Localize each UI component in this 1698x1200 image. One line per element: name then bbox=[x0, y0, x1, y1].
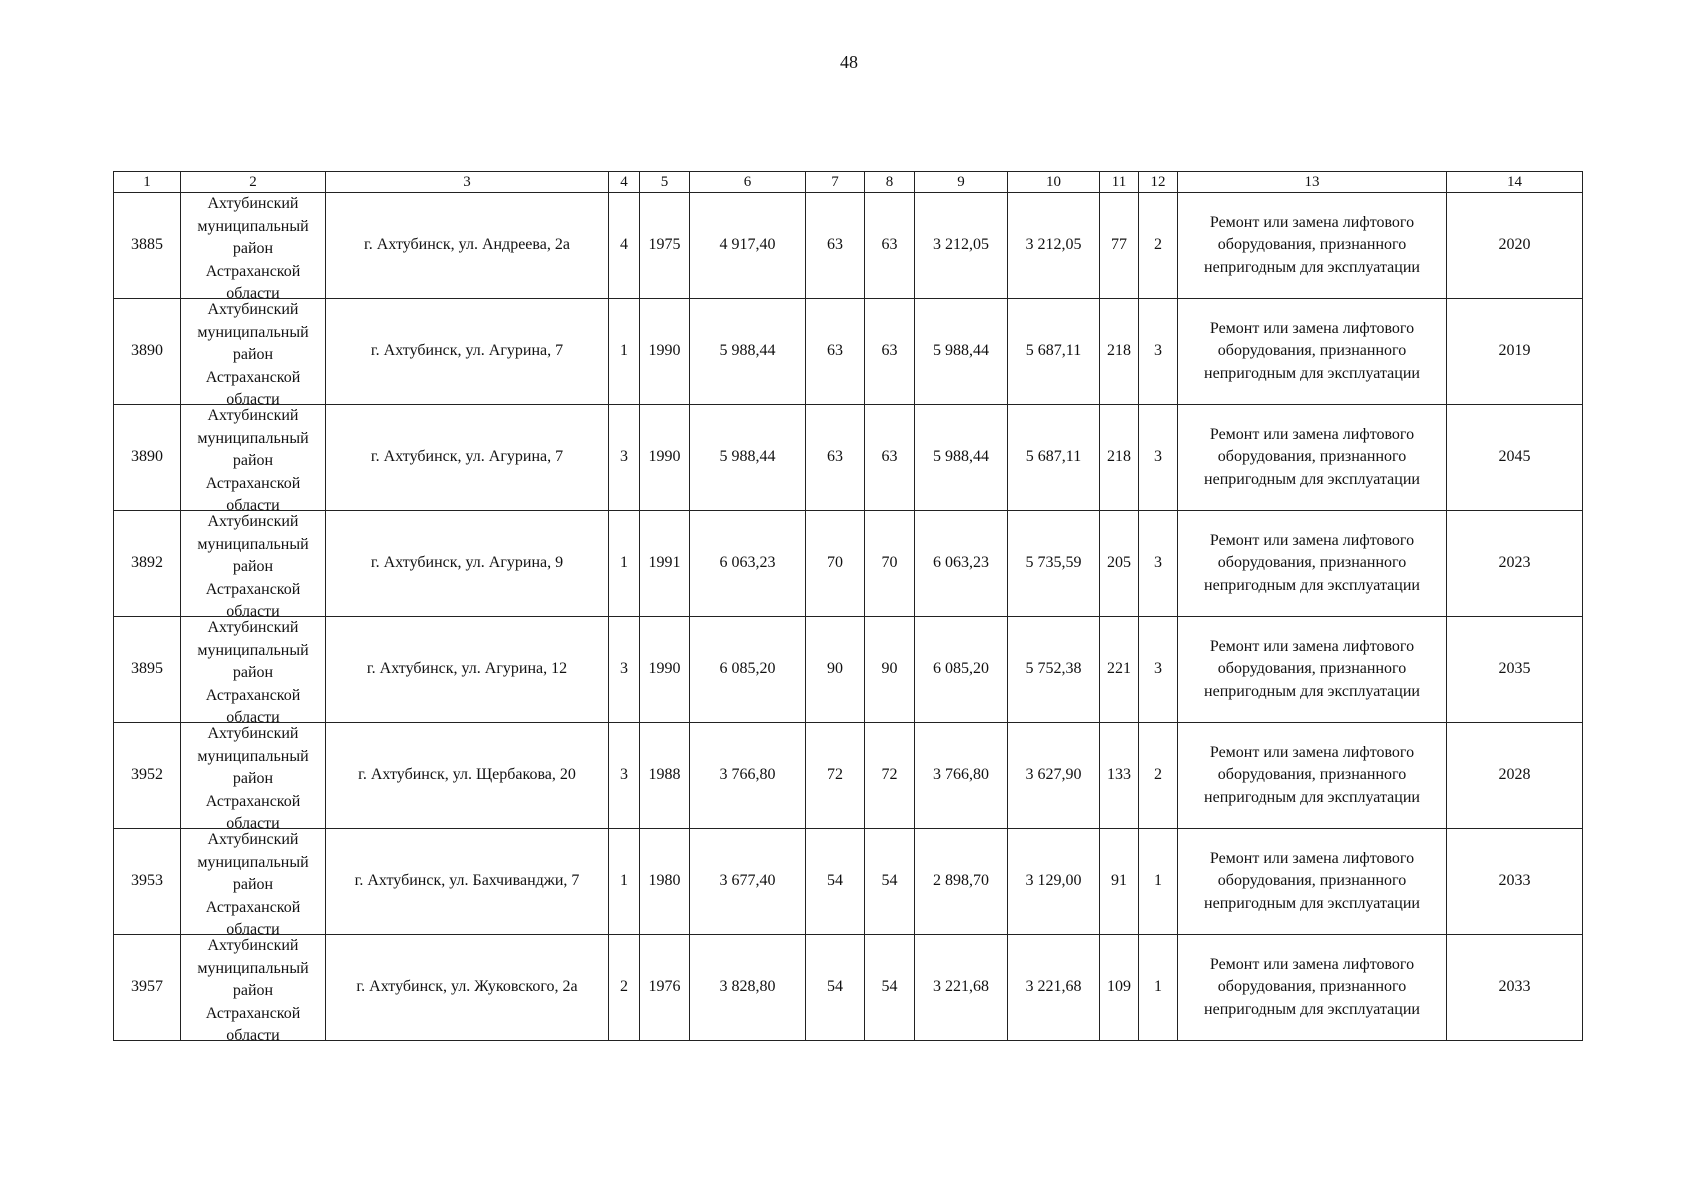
planned-year-cell: 2033 bbox=[1447, 829, 1583, 935]
col-11-cell: 205 bbox=[1100, 511, 1139, 617]
col-6-cell: 6 085,20 bbox=[690, 617, 806, 723]
col-12-cell: 3 bbox=[1139, 511, 1178, 617]
municipality-line: Ахтубинский bbox=[207, 407, 299, 424]
planned-year-cell: 2033 bbox=[1447, 935, 1583, 1041]
work-type-line: оборудования, признанного bbox=[1217, 342, 1407, 360]
work-type-cell bbox=[1178, 299, 1447, 405]
municipality-cell bbox=[181, 193, 326, 299]
planned-year-cell: 2045 bbox=[1447, 405, 1583, 511]
col-12-cell: 3 bbox=[1139, 299, 1178, 405]
municipality-line: области bbox=[226, 603, 280, 616]
municipality-line: район bbox=[232, 240, 274, 257]
col-12-cell: 3 bbox=[1139, 617, 1178, 723]
municipality-line: Астраханской bbox=[205, 262, 301, 280]
col-8-cell: 63 bbox=[865, 193, 915, 299]
col-11-cell: 221 bbox=[1100, 617, 1139, 723]
col-7-cell: 63 bbox=[806, 405, 865, 511]
work-type-line: непригодным для эксплуатации bbox=[1204, 894, 1420, 912]
col-7-cell: 63 bbox=[806, 299, 865, 405]
col-10-cell: 5 735,59 bbox=[1008, 511, 1100, 617]
work-type-line: непригодным для эксплуатации bbox=[1204, 788, 1420, 806]
col-8-cell: 90 bbox=[865, 617, 915, 723]
header-row bbox=[114, 172, 1583, 193]
municipality-line: район bbox=[232, 664, 274, 681]
col-10-cell: 5 752,38 bbox=[1008, 617, 1100, 723]
work-type-line: оборудования, признанного bbox=[1217, 872, 1407, 890]
repair-schedule-table bbox=[113, 171, 1583, 1041]
row-id-cell: 3892 bbox=[114, 511, 181, 617]
municipality-line: Астраханской bbox=[205, 898, 301, 916]
address-cell: г. Ахтубинск, ул. Щербакова, 20 bbox=[326, 723, 609, 829]
municipality-line: муниципальный bbox=[197, 641, 309, 659]
table-row bbox=[114, 829, 1583, 935]
col-12-cell: 1 bbox=[1139, 935, 1178, 1041]
work-type-line: Ремонт или замена лифтового bbox=[1209, 637, 1415, 655]
col-12-cell: 2 bbox=[1139, 193, 1178, 299]
address-cell: г. Ахтубинск, ул. Агурина, 9 bbox=[326, 511, 609, 617]
address-cell: г. Ахтубинск, ул. Агурина, 12 bbox=[326, 617, 609, 723]
municipality-line: Астраханской bbox=[205, 1004, 301, 1022]
planned-year-cell: 2028 bbox=[1447, 723, 1583, 829]
col-10-cell: 3 627,90 bbox=[1008, 723, 1100, 829]
col-9-cell: 6 085,20 bbox=[915, 617, 1008, 723]
municipality-line: Ахтубинский bbox=[207, 937, 299, 954]
address-cell: г. Ахтубинск, ул. Бахчиванджи, 7 bbox=[326, 829, 609, 935]
row-id-cell: 3885 bbox=[114, 193, 181, 299]
page-number: 48 bbox=[840, 52, 858, 72]
work-type-cell bbox=[1178, 935, 1447, 1041]
work-type-line: Ремонт или замена лифтового bbox=[1209, 319, 1415, 337]
col-7-cell: 54 bbox=[806, 829, 865, 935]
municipality-line: район bbox=[232, 876, 274, 893]
planned-year-cell: 2023 bbox=[1447, 511, 1583, 617]
col-4-cell: 3 bbox=[609, 617, 640, 723]
municipality-line: Ахтубинский bbox=[207, 301, 299, 318]
column-header: 5 bbox=[640, 172, 690, 193]
municipality-line: области bbox=[226, 285, 280, 298]
municipality-line: Ахтубинский bbox=[207, 513, 299, 530]
row-id-cell: 3957 bbox=[114, 935, 181, 1041]
municipality-line: Астраханской bbox=[205, 580, 301, 598]
work-type-cell bbox=[1178, 193, 1447, 299]
column-header: 2 bbox=[181, 172, 326, 193]
column-header: 7 bbox=[806, 172, 865, 193]
municipality-line: области bbox=[226, 391, 280, 404]
col-10-cell: 5 687,11 bbox=[1008, 405, 1100, 511]
column-header: 1 bbox=[114, 172, 181, 193]
municipality-line: области bbox=[226, 1027, 280, 1040]
col-7-cell: 90 bbox=[806, 617, 865, 723]
col-6-cell: 6 063,23 bbox=[690, 511, 806, 617]
table-row bbox=[114, 405, 1583, 511]
work-type-line: оборудования, признанного bbox=[1217, 766, 1407, 784]
col-9-cell: 5 988,44 bbox=[915, 299, 1008, 405]
column-header: 11 bbox=[1100, 172, 1139, 193]
column-header: 14 bbox=[1447, 172, 1583, 193]
col-9-cell: 2 898,70 bbox=[915, 829, 1008, 935]
col-11-cell: 133 bbox=[1100, 723, 1139, 829]
table-row bbox=[114, 617, 1583, 723]
work-type-line: непригодным для эксплуатации bbox=[1204, 682, 1420, 700]
year-cell: 1990 bbox=[640, 405, 690, 511]
column-header: 12 bbox=[1139, 172, 1178, 193]
col-8-cell: 72 bbox=[865, 723, 915, 829]
municipality-line: Астраханской bbox=[205, 686, 301, 704]
work-type-line: непригодным для эксплуатации bbox=[1204, 364, 1420, 382]
row-id-cell: 3890 bbox=[114, 299, 181, 405]
col-9-cell: 6 063,23 bbox=[915, 511, 1008, 617]
col-6-cell: 5 988,44 bbox=[690, 299, 806, 405]
municipality-line: район bbox=[232, 770, 274, 787]
col-6-cell: 4 917,40 bbox=[690, 193, 806, 299]
municipality-line: муниципальный bbox=[197, 323, 309, 341]
municipality-line: области bbox=[226, 709, 280, 722]
table-row bbox=[114, 193, 1583, 299]
col-4-cell: 4 bbox=[609, 193, 640, 299]
row-id-cell: 3953 bbox=[114, 829, 181, 935]
work-type-line: непригодным для эксплуатации bbox=[1204, 470, 1420, 488]
col-10-cell: 3 221,68 bbox=[1008, 935, 1100, 1041]
address-cell: г. Ахтубинск, ул. Агурина, 7 bbox=[326, 405, 609, 511]
col-11-cell: 218 bbox=[1100, 299, 1139, 405]
municipality-cell bbox=[181, 511, 326, 617]
municipality-line: муниципальный bbox=[197, 535, 309, 553]
municipality-line: области bbox=[226, 921, 280, 934]
municipality-cell bbox=[181, 299, 326, 405]
col-4-cell: 3 bbox=[609, 405, 640, 511]
col-11-cell: 91 bbox=[1100, 829, 1139, 935]
col-9-cell: 3 221,68 bbox=[915, 935, 1008, 1041]
municipality-line: муниципальный bbox=[197, 217, 309, 235]
planned-year-cell: 2019 bbox=[1447, 299, 1583, 405]
row-id-cell: 3890 bbox=[114, 405, 181, 511]
work-type-line: оборудования, признанного bbox=[1217, 554, 1407, 572]
column-header: 9 bbox=[915, 172, 1008, 193]
municipality-cell bbox=[181, 829, 326, 935]
municipality-line: район bbox=[232, 558, 274, 575]
municipality-cell bbox=[181, 723, 326, 829]
work-type-line: оборудования, признанного bbox=[1217, 978, 1407, 996]
work-type-cell bbox=[1178, 617, 1447, 723]
work-type-line: непригодным для эксплуатации bbox=[1204, 1000, 1420, 1018]
work-type-line: Ремонт или замена лифтового bbox=[1209, 743, 1415, 761]
work-type-cell bbox=[1178, 723, 1447, 829]
year-cell: 1988 bbox=[640, 723, 690, 829]
work-type-line: непригодным для эксплуатации bbox=[1204, 258, 1420, 276]
municipality-line: район bbox=[232, 982, 274, 999]
municipality-line: муниципальный bbox=[197, 853, 309, 871]
address-cell: г. Ахтубинск, ул. Жуковского, 2а bbox=[326, 935, 609, 1041]
municipality-line: муниципальный bbox=[197, 429, 309, 447]
municipality-line: Ахтубинский bbox=[207, 195, 299, 212]
table-row bbox=[114, 935, 1583, 1041]
year-cell: 1990 bbox=[640, 299, 690, 405]
year-cell: 1991 bbox=[640, 511, 690, 617]
table-row bbox=[114, 299, 1583, 405]
col-9-cell: 5 988,44 bbox=[915, 405, 1008, 511]
col-7-cell: 63 bbox=[806, 193, 865, 299]
planned-year-cell: 2020 bbox=[1447, 193, 1583, 299]
work-type-cell bbox=[1178, 405, 1447, 511]
col-6-cell: 3 677,40 bbox=[690, 829, 806, 935]
col-4-cell: 2 bbox=[609, 935, 640, 1041]
municipality-line: Астраханской bbox=[205, 368, 301, 386]
municipality-cell bbox=[181, 935, 326, 1041]
col-8-cell: 54 bbox=[865, 935, 915, 1041]
column-header: 10 bbox=[1008, 172, 1100, 193]
municipality-line: район bbox=[232, 346, 274, 363]
year-cell: 1976 bbox=[640, 935, 690, 1041]
col-7-cell: 54 bbox=[806, 935, 865, 1041]
col-9-cell: 3 766,80 bbox=[915, 723, 1008, 829]
col-6-cell: 3 766,80 bbox=[690, 723, 806, 829]
row-id-cell: 3952 bbox=[114, 723, 181, 829]
column-header: 4 bbox=[609, 172, 640, 193]
col-10-cell: 3 129,00 bbox=[1008, 829, 1100, 935]
col-4-cell: 1 bbox=[609, 299, 640, 405]
col-10-cell: 5 687,11 bbox=[1008, 299, 1100, 405]
year-cell: 1980 bbox=[640, 829, 690, 935]
planned-year-cell: 2035 bbox=[1447, 617, 1583, 723]
address-cell: г. Ахтубинск, ул. Андреева, 2а bbox=[326, 193, 609, 299]
col-6-cell: 3 828,80 bbox=[690, 935, 806, 1041]
col-4-cell: 3 bbox=[609, 723, 640, 829]
municipality-line: области bbox=[226, 815, 280, 828]
table-row bbox=[114, 511, 1583, 617]
work-type-line: Ремонт или замена лифтового bbox=[1209, 955, 1415, 973]
col-11-cell: 77 bbox=[1100, 193, 1139, 299]
municipality-cell bbox=[181, 617, 326, 723]
col-11-cell: 218 bbox=[1100, 405, 1139, 511]
col-9-cell: 3 212,05 bbox=[915, 193, 1008, 299]
col-4-cell: 1 bbox=[609, 511, 640, 617]
work-type-line: Ремонт или замена лифтового bbox=[1209, 531, 1415, 549]
work-type-line: Ремонт или замена лифтового bbox=[1209, 213, 1415, 231]
work-type-line: оборудования, признанного bbox=[1217, 236, 1407, 254]
municipality-line: Ахтубинский bbox=[207, 725, 299, 742]
column-header: 3 bbox=[326, 172, 609, 193]
municipality-line: Ахтубинский bbox=[207, 831, 299, 848]
col-12-cell: 2 bbox=[1139, 723, 1178, 829]
work-type-line: Ремонт или замена лифтового bbox=[1209, 425, 1415, 443]
work-type-cell bbox=[1178, 511, 1447, 617]
row-id-cell: 3895 bbox=[114, 617, 181, 723]
municipality-line: Астраханской bbox=[205, 792, 301, 810]
work-type-cell bbox=[1178, 829, 1447, 935]
col-8-cell: 70 bbox=[865, 511, 915, 617]
municipality-line: муниципальный bbox=[197, 747, 309, 765]
work-type-line: Ремонт или замена лифтового bbox=[1209, 849, 1415, 867]
work-type-line: оборудования, признанного bbox=[1217, 448, 1407, 466]
col-10-cell: 3 212,05 bbox=[1008, 193, 1100, 299]
year-cell: 1990 bbox=[640, 617, 690, 723]
col-8-cell: 54 bbox=[865, 829, 915, 935]
col-8-cell: 63 bbox=[865, 405, 915, 511]
col-4-cell: 1 bbox=[609, 829, 640, 935]
col-6-cell: 5 988,44 bbox=[690, 405, 806, 511]
work-type-line: непригодным для эксплуатации bbox=[1204, 576, 1420, 594]
col-11-cell: 109 bbox=[1100, 935, 1139, 1041]
column-header: 6 bbox=[690, 172, 806, 193]
table-row bbox=[114, 723, 1583, 829]
col-7-cell: 72 bbox=[806, 723, 865, 829]
col-12-cell: 3 bbox=[1139, 405, 1178, 511]
municipality-line: район bbox=[232, 452, 274, 469]
column-header: 13 bbox=[1178, 172, 1447, 193]
year-cell: 1975 bbox=[640, 193, 690, 299]
municipality-line: области bbox=[226, 497, 280, 510]
municipality-line: муниципальный bbox=[197, 959, 309, 977]
address-cell: г. Ахтубинск, ул. Агурина, 7 bbox=[326, 299, 609, 405]
col-7-cell: 70 bbox=[806, 511, 865, 617]
work-type-line: оборудования, признанного bbox=[1217, 660, 1407, 678]
municipality-cell bbox=[181, 405, 326, 511]
col-8-cell: 63 bbox=[865, 299, 915, 405]
municipality-line: Астраханской bbox=[205, 474, 301, 492]
municipality-line: Ахтубинский bbox=[207, 619, 299, 636]
col-12-cell: 1 bbox=[1139, 829, 1178, 935]
column-header: 8 bbox=[865, 172, 915, 193]
